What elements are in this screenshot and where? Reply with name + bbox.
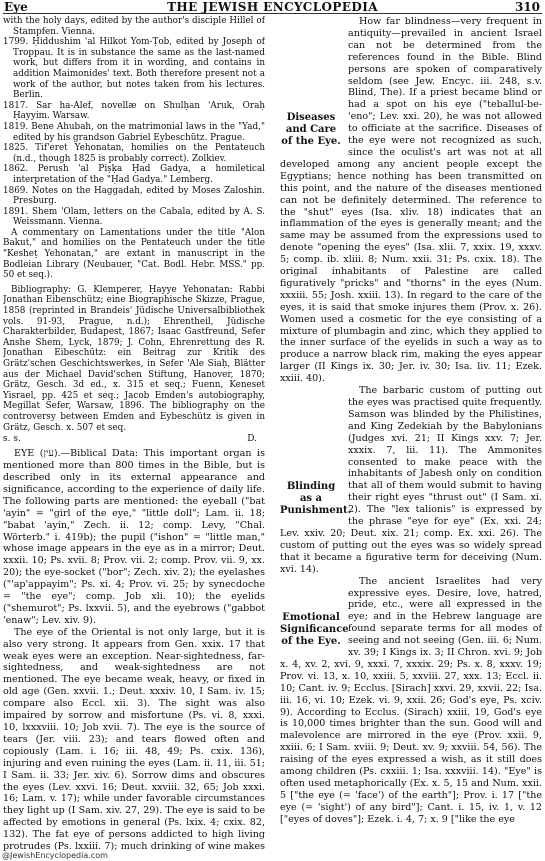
works-entry: 1825. Tif'eret Yehonatan, homilies on the Pentateuch (n.d., though 1825 is probably correct). Zolkiev. [3,143,265,164]
header-article-name: Eye [4,0,28,14]
page-header [0,0,545,14]
putting-out-eyes-paragraph: The barbaric custom of putting out the eyes was practised quite frequently. Samson was blinded by the Philistines, and King Zedekiah by the Babylonians (Judges xvi. 21; II Kings xxv. 7; Jer. xxxix. 7, lii. 11). The Ammonites consented to make peace with the inhabitants of Jabesh only on condition that all of them would submit to having their right eyes "thrust out" (I Sam. xi. 2). The "lex talionis" is expressed by the phrase "eye for eye" (Ex. xxi. 24; Lev. xxiv. 20; Deut. xix. 21; comp. Ex. xxi. 26). The custom of putting out the eyes was so widely spread that it became a figurative term for deceiving (Num. xvi. 14). [280,385,542,575]
right-column [280,16,542,854]
works-entry: 1817. Sar ha-Alef, novellæ on Shulḥan 'Aruk, Oraḥ Ḥayyim. Warsaw. [3,100,265,122]
works-entry: 1799. Ḥiddushim 'al Hilkot Yom-Ṭob, edited by Joseph of Troppau. It is in substance the same as the last-named work, but differs from it in wording, and contains in addition Maimonides' text. Both therefore present not a work of the author, but notes taken from his lectures. Berlin. [3,37,265,101]
left-column [3,16,265,854]
works-entry: 1891. Shem 'Olam, letters on the Cabala, edited by A. S. Weissmann. Vienna. [3,206,265,228]
sidenote-blinding: Blinding as a Punishment. [280,481,352,517]
works-entry: 1869. Notes on the Haggadah, edited by Moses Zaloshin. Presburg. [3,185,265,207]
expressive-eyes-paragraph: The ancient Israelites had very expressive eyes. Desire, love, hatred, pride, etc., were all expressed in the eye; and in the Hebrew language are found separate terms for all modes of seeing and not seeing (Gen. iii. 6; Num. xv. 39; I Kings ix. 3; II Chron. xvi. 9; Job x. 4, xv. 2, xvi. 9, xxxi. 7, xxxix. 29; Ps. x. 8, xxxv. 19; Prov. vi. 13, x. 10, xxiii. 5, xxviii. 27, xxx. 13; Eccl. ii. 10; Cant. iv. 9; Ecclus. [Sirach] xxvi. 29, xxvii. 22; Isa. iii. 16, vi. 10; Ezek. vi. 9, xxii. 26; God's eye, Ps. xciv. 9). According to Ecclus. (Sirach) xxiii. 19, God's eye is 10,000 times brighter than the sun. Good will and malevolence are mirrored in the eye (Prov. xxii. 9, xxiii. 6; I Sam. xviii. 9; Deut. xv. 9; xxviii. 54, 56). The raising of the eyes expressed a wish, as it still does among children (Ps. cxxiii. 1; Isa. xxxviii. 14). "Eye" is often used metaphorically (Ex. x. 5, 15 and Num. xxii. 5 ["the eye (= 'face') of the earth"]; Prov. i. 17 ["the eye (= 'sight') of any bird"]; Cant. i. 15, iv. 1, v. 12 ["eyes of doves"]; Ezek. i. 4, 7; x. 9 ["like the eye [280,575,542,825]
signature-initials: s. s. [3,434,21,445]
sidenote-emotional: Emotional Significance of the Eye. [280,611,349,647]
sidenote-diseases: Diseases and Care of the Eye. [281,112,341,147]
header-page-number: 310 [514,0,540,14]
eye-biblical-data: EYE (עין).—Biblical Data: This important organ is mentioned more than 800 times in the Bible, but is described only in its external appearance and significance, according to the experience of daily life. The following parts are mentioned: the eyeball ("bat 'ayin" = "girl of the eye," "little doll"; Lam. ii. 18; "babat 'ayin," Zech. ii. 12; comp. Levy, "Chal. Wörterb." i. 419b); the pupil ("ishon" = "little man," whose image appears in the eye as in a mirror; Deut. xxxii. 10; Ps. xvii. 8; Prov. vii. 2; comp. Prov. vii. 9, xx. 20); the eye-socket ("bor"; Zech. xiv. 2); the eyelashes ("'ap'appayim"; Ps. xi. 4; Prov. vi. 25; by synecdoche = "the eye"; comp. Job xli. 10); the eyelids ("shemurot"; Ps. lxxvii. 5), and the eyebrows ("gabbot 'enaw"; Lev. xiv. 9). [3,448,265,626]
blindness-paragraph: How far blindness—very frequent in antiquity—prevailed in ancient Israel can not be determined from the references found in the Bible. Blind persons are spoken of comparatively seldom (see Jew. Encyc. iii. 248, s.v. Blind, The). If a priest became blind or had a spot on his eye ("teballul-be-'eno"; Lev. xxi. 20), he was not allowed to officiate at the sacrifice. Diseases of the eye were not recognized as such, since the oculist's art was not at all developed among any ancient people except the Egyptians; hence nothing has been transmitted on this point, and the nature of the diseases mentioned can not be definitely determined. The reference to the "shut" eyes (Isa. xliv. 18) indicates that an inflammation of the eyes is generally meant; and the same may be assumed from the expressions used to denote "opening the eyes" (Isa. xlii. 7, xxix. 19, xxxv. 5; comp. ib. xliii. 8; Num. xxii. 31; Ps. cxix. 18). The original inhabitants of Palestine are called figuratively "pricks" and "thorns" in the eyes (Num. xxxiii. 55; Josh. xxiii. 13). In regard to the care of the eyes, it is said that smoke injures them (Prov. x. 26). Women used a cosmetic for the eye consisting of a mixture of plumbagin and zinc, which they applied to the inner surface of the eyelids in such a way as to produce a narrow black rim, making the eyes appear larger (II Kings ix. 30; Jer. iv. 30; Isa. liv. 11; Ezek. xxiii. 40). [280,16,542,385]
site-footer: @JewishEncyclopedia.com [2,851,108,860]
eye-oriental-paragraph: The eye of the Oriental is not only large, but it is also very strong. It appears from Gen. xxix. 17 that weak eyes were an exception. Near-sightedness, far-sightedness, and weak-sightedness are not mentioned. The eye became weak, heavy, or fixed in old age (Gen. xxvii. 1.; Deut. xxxiv. 10, I Sam. iv. 15; compare also Eccl. xii. 3). The sight was also impaired by sorrow and misfortune (Ps. vi. 8, xxxi. 10, lxxxviii. 10; Job xvii. 7). The eye is the source of tears (Jer. viii. 23); and tears flowed often and copiously (Lam. i. 16; iii. 48, 49; Ps. cxix. 136), injuring and even ruining the eyes (Lam. ii. 11, iii. 51; I Sam. ii. 33; Jer. xiv. 6). Sorrow dims and obscures the eyes (Lev. xxvi. 16; Deut. xxviii. 32, 65; Job xxxi. 16; Lam. v. 17); while under favorable circumstances they light up (I Sam. xiv. 27, 29). The eye is said to be affected by emotions in general (Ps. lxix. 4; cxix. 82, 132). The fat eye of persons addicted to high living protrudes (Ps. lxxiii. 7); much drinking of wine makes [3,626,265,853]
header-rule [3,13,542,14]
signature-author: D. [247,434,257,445]
works-entry: with the holy days, edited by the author's disciple Hillel of Stampfen. Vienna. [3,16,265,37]
header-title: THE JEWISH ENCYCLOPEDIA [167,0,378,14]
manuscript-note: A commentary on Lamentations under the title "Alon Bakut," and homilies on the Pentateuch under the title "Kesheṭ Yehonatan," are extant in manuscript in the Bodleian Library (Neubauer, "Cat. Bodl. Hebr. MSS." pp. 50 et seq.). [3,227,265,281]
works-entry: 1862. Perush 'al Piṣḳa Ḥad Gadya, a homiletical interpretation of the "Ḥad Gadya." Lemberg. [3,164,265,185]
bibliography: Bibliography: G. Klemperer, Ḥayye Yehonatan: Rabbi Jonathan Eibenschütz; eine Biographische Skizze, Prague, 1858 (reprinted in Brandeis' Jüdische Universalbibliothek vols. 91-93, Prague, n.d.); Ehrentheil, Jüdische Charakterbilder, Budapest, 1867; Isaac Gastfreund, Sefer Anshe Shem, Lyck, 1879; J. Cohn, Ehrenrettung des R. Jonathan Eibeschütz: ein Beitrag zur Kritik des Grätz'schen Geschichtswerkes, in Sefer 'Ale Siaḥ, Blätter aus der Michael David'schen Stiftung, Hanover, 1870; Grätz, Gesch. 3d ed., x. 315 et seq.; Fuenn, Keneset Yisrael, pp. 425 et seq.; Jacob Emden's autobiography, Megillat Sefer, Warsaw, 1896. The bibliography on the controversy between Emden and Eybeschütz is given in Grätz, Gesch. x. 507 et seq. [3,284,265,433]
works-entry: 1819. Bene Ahubah, on the matrimonial laws in the "Yad," edited by his grandson Gabriel Eybeschütz. Prague. [3,121,265,143]
author-signature [3,434,265,445]
